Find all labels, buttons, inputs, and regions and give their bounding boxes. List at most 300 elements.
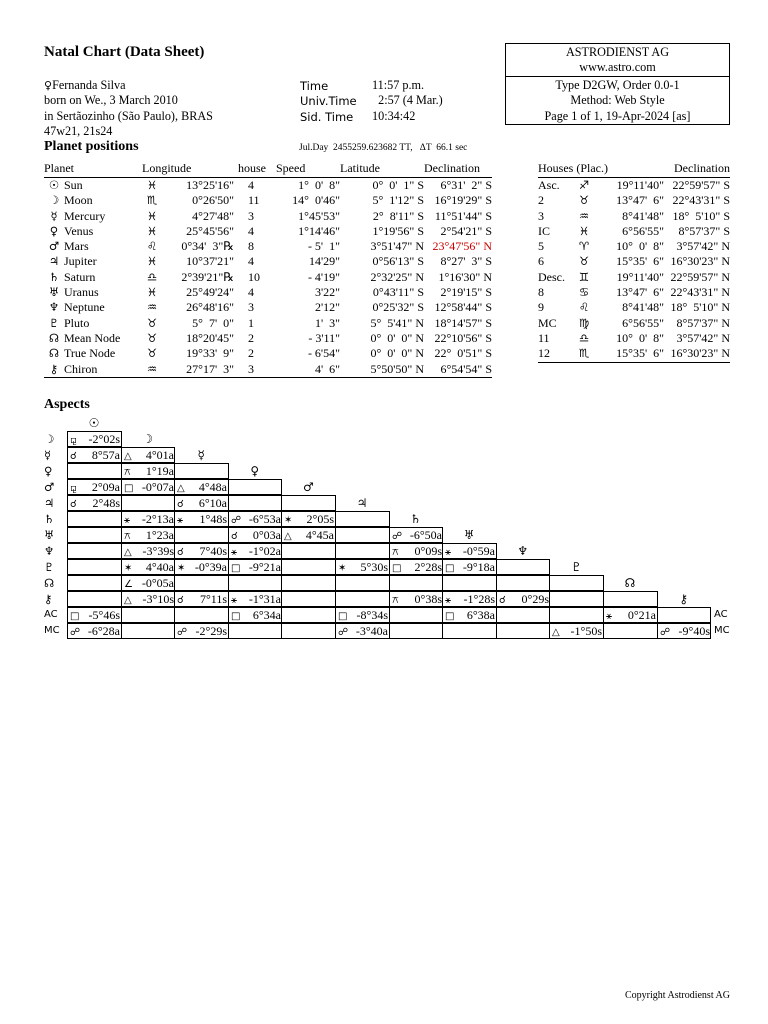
aspect-cell — [174, 623, 229, 639]
aspect-orb: 4°01a — [145, 448, 174, 462]
aspect-orb: -3°39s — [142, 544, 174, 558]
house-declination: 18° 5'10" N — [670, 300, 730, 315]
house-row — [538, 316, 730, 331]
aspect-row-label: ♃ — [44, 496, 55, 510]
aspect-cell — [121, 607, 175, 623]
col-house: house — [238, 161, 276, 178]
aspect-symbol-icon: ✶ — [124, 563, 133, 574]
aspect-symbol-icon: ☍ — [70, 627, 81, 638]
planet-latitude: 0° 0' 1" S — [372, 178, 424, 192]
planet-speed: 3'22" — [314, 285, 340, 300]
house-declination: 18° 5'10" S — [672, 208, 730, 223]
aspect-orb: -8°34s — [356, 608, 388, 622]
aspect-cell — [67, 591, 122, 607]
aspect-symbol-icon: ∠ — [124, 579, 133, 590]
planet-name: Saturn — [64, 269, 96, 284]
planet-longitude: 13°25'16" — [186, 178, 234, 192]
aspect-cell — [389, 623, 443, 639]
planet-house: 4 — [248, 223, 254, 238]
aspect-orb: -0°39a — [194, 560, 227, 574]
planet-name: Moon — [64, 193, 93, 208]
aspect-cell — [496, 607, 550, 623]
planet-speed: - 4'19" — [307, 269, 340, 284]
aspect-symbol-icon: □ — [338, 611, 348, 622]
planet-latitude: 0° 0' 0" N — [370, 330, 424, 345]
aspect-cell — [121, 511, 175, 527]
aspect-symbol-icon: ⚹ — [445, 547, 451, 558]
aspect-symbol-icon: ⚹ — [231, 547, 237, 558]
aspect-symbol-icon: ⚻ — [392, 547, 399, 558]
aspect-cell — [335, 511, 390, 527]
aspect-orb: 5°30s — [360, 560, 388, 574]
sid-time-value: 10:34:42 — [372, 108, 416, 123]
planet-name: Pluto — [64, 315, 90, 330]
aspect-symbol-icon: □ — [231, 611, 241, 622]
sign-icon: ♏ — [146, 193, 158, 208]
aspect-symbol-icon: ☌ — [177, 499, 184, 510]
aspect-cell — [496, 559, 550, 575]
aspect-symbol-icon: ☌ — [177, 595, 184, 606]
planet-icon: ♅ — [48, 285, 60, 300]
planet-house: 3 — [238, 362, 276, 378]
aspect-orb: 4°40a — [145, 560, 174, 574]
aspect-cell — [281, 543, 336, 559]
aspect-row-label: ♄ — [44, 512, 55, 526]
aspect-cell — [335, 591, 390, 607]
aspect-col-header: ☿ — [197, 448, 205, 462]
aspect-cell — [121, 623, 175, 639]
aspect-cell — [121, 591, 175, 607]
planet-latitude: 5° 1'12" S — [372, 193, 424, 208]
aspect-symbol-icon: ☌ — [231, 531, 238, 542]
aspect-orb: -9°18a — [462, 560, 495, 574]
aspect-cell — [335, 527, 390, 543]
aspect-symbol-icon: △ — [284, 531, 292, 542]
aspect-cell — [174, 543, 229, 559]
planet-row — [44, 316, 492, 331]
planet-latitude: 3°51'47" N — [370, 239, 424, 254]
col-declination: Declination — [424, 161, 492, 178]
aspect-orb: 0°29s — [521, 592, 549, 606]
house-name: Desc. — [538, 269, 565, 284]
aspect-row-label: ♂ — [44, 480, 55, 494]
planet-longitude: 25°45'56" — [186, 223, 234, 238]
aspect-orb: -9°21a — [248, 560, 281, 574]
aspect-orb: 1°23a — [145, 528, 174, 542]
chart-method: Method: Web Style — [570, 93, 665, 108]
aspect-cell — [174, 479, 229, 495]
planet-icon: ♄ — [48, 269, 60, 284]
house-name: 5 — [538, 239, 544, 254]
aspect-symbol-icon: ⚹ — [124, 515, 130, 526]
house-declination: 3°57'42" N — [676, 330, 730, 345]
aspect-cell — [389, 527, 443, 543]
sign-icon: ♈ — [578, 239, 590, 254]
aspect-cell — [174, 495, 229, 511]
aspect-cell — [174, 463, 229, 479]
planet-speed: 2'12" — [314, 300, 340, 315]
sign-icon: ♎ — [146, 269, 158, 284]
aspect-symbol-icon: ☍ — [177, 627, 188, 638]
col-latitude: Latitude — [340, 161, 424, 178]
aspect-cell — [67, 623, 122, 639]
aspect-row-label: ☊ — [44, 576, 55, 590]
planet-speed: 4' 6" — [276, 362, 340, 378]
aspect-symbol-icon: ✶ — [284, 515, 293, 526]
julian-day: Jul.Day 2455259.623682 TT, ΔT 66.1 sec — [299, 143, 468, 153]
sign-icon: ♋ — [578, 285, 590, 300]
aspect-symbol-icon: △ — [124, 451, 132, 462]
aspect-orb: -1°02a — [248, 544, 281, 558]
aspect-cell — [335, 607, 390, 623]
aspect-cell — [121, 543, 175, 559]
sign-icon: ♓ — [578, 223, 590, 238]
aspect-orb: -1°50s — [570, 624, 602, 638]
planet-latitude: 2° 8'11" S — [372, 208, 424, 223]
birth-place: in Sertãozinho (São Paulo), BRAS — [44, 108, 213, 123]
planet-row — [44, 270, 492, 285]
aspect-cell — [67, 479, 122, 495]
aspect-symbol-icon: □ — [231, 563, 241, 574]
house-declination: 22°59'57" N — [670, 269, 730, 284]
aspect-cell — [335, 623, 390, 639]
sign-icon: ♓ — [146, 223, 158, 238]
houses-table — [538, 161, 730, 363]
aspect-cell — [281, 575, 336, 591]
house-longitude: 8°41'48" — [622, 208, 664, 223]
aspect-symbol-icon: □ — [445, 611, 455, 622]
sign-icon: ♉ — [146, 330, 158, 345]
aspect-symbol-icon: △ — [177, 483, 185, 494]
house-declination: 8°57'37" N — [676, 315, 730, 330]
aspect-cell — [228, 575, 282, 591]
company-url[interactable]: www.astro.com — [579, 60, 656, 74]
aspect-orb: 2°28s — [414, 560, 442, 574]
person-info — [44, 78, 213, 140]
house-row — [538, 285, 730, 300]
aspect-cell — [442, 543, 497, 559]
aspect-cell — [121, 447, 175, 463]
page-info: Page 1 of 1, 19-Apr-2024 [as] — [544, 108, 691, 123]
aspect-cell — [335, 559, 390, 575]
planet-row — [44, 239, 492, 254]
copyright: Copyright Astrodienst AG — [624, 990, 730, 1001]
aspect-cell — [281, 559, 336, 575]
house-longitude: 19°11'40" — [616, 269, 664, 284]
col-houses: Houses (Plac.) — [538, 161, 666, 178]
sign-icon: ♐ — [578, 178, 590, 192]
planet-declination: 12°58'44" S — [434, 300, 492, 315]
planet-longitude: 18°20'45" — [186, 330, 234, 345]
house-longitude: 19°11'40" — [616, 178, 664, 192]
house-row — [538, 331, 730, 346]
aspect-cell — [174, 511, 229, 527]
aspect-symbol-icon: ⚻ — [124, 531, 131, 542]
aspect-orb: -3°10s — [142, 592, 174, 606]
house-row — [538, 209, 730, 224]
time-value: 11:57 p.m. — [372, 78, 425, 92]
planet-latitude: 0° 0' 0" N — [370, 346, 424, 361]
planet-name: Chiron — [64, 361, 98, 376]
planet-longitude: 2°39'21"℞ — [181, 269, 234, 284]
planet-icon: ⚷ — [49, 361, 59, 376]
aspect-orb: 6°10a — [198, 496, 227, 510]
aspect-row-label: AC — [44, 609, 58, 620]
aspect-cell — [442, 607, 497, 623]
planet-house: 2 — [248, 330, 254, 345]
aspect-col-header: ♇ — [571, 560, 582, 574]
aspect-cell — [335, 575, 390, 591]
aspect-cell — [121, 495, 175, 511]
birth-coords: 47w21, 21s24 — [44, 124, 113, 139]
planet-longitude: 27°17' 3" — [186, 361, 234, 376]
planet-name: Mean Node — [64, 330, 121, 345]
planet-declination: 6°31' 2" S — [440, 178, 492, 192]
planet-longitude: 10°37'21" — [186, 254, 234, 269]
house-row — [538, 270, 730, 285]
planet-declination: 6°54'54" S — [424, 362, 492, 378]
aspect-orb: -3°40a — [355, 624, 388, 638]
sign-icon: ♓ — [146, 254, 158, 269]
house-name: 6 — [538, 254, 544, 269]
aspect-cell — [281, 495, 336, 511]
aspect-symbol-icon: ☌ — [70, 499, 77, 510]
aspect-cell — [121, 527, 175, 543]
sign-icon: ♍ — [578, 315, 590, 330]
aspect-cell — [389, 575, 443, 591]
aspect-symbol-icon: △ — [124, 547, 132, 558]
aspect-cell — [549, 591, 604, 607]
astrodienst-box — [505, 43, 730, 125]
univ-time-label: Univ.Time — [300, 94, 357, 109]
aspect-cell — [281, 623, 336, 639]
planet-name: Mercury — [64, 208, 106, 223]
aspect-row-label: ♀ — [44, 464, 53, 478]
female-symbol: ♀ — [44, 79, 53, 92]
aspect-row-label: ☿ — [44, 448, 52, 462]
aspect-orb: 0°09s — [414, 544, 442, 558]
planet-name: Neptune — [64, 300, 105, 315]
aspect-row-label: ☽ — [44, 432, 55, 446]
aspect-cell — [228, 607, 282, 623]
planet-name: Sun — [64, 178, 83, 192]
planet-longitude: 0°34' 3"℞ — [181, 239, 234, 254]
house-declination: 22°43'31" N — [670, 285, 730, 300]
planet-row — [44, 178, 492, 194]
planet-name: Jupiter — [64, 254, 97, 269]
planet-declination: 16°19'29" S — [434, 193, 492, 208]
aspect-orb: -2°13a — [141, 512, 174, 526]
aspect-symbol-icon: ✶ — [338, 563, 347, 574]
planet-icon: ♃ — [48, 254, 60, 269]
aspect-orb: 0°03a — [252, 528, 281, 542]
aspect-cell — [67, 447, 122, 463]
time-label: Time — [300, 79, 329, 93]
time-info — [300, 78, 500, 124]
planet-row — [44, 300, 492, 315]
planet-name: Mars — [64, 239, 89, 254]
univ-time-value: 2:57 (4 Mar.) — [372, 93, 443, 108]
aspect-cell — [496, 575, 550, 591]
sign-icon: ♏ — [578, 346, 590, 361]
aspect-cell — [67, 559, 122, 575]
aspect-orb: 8°57a — [91, 448, 120, 462]
aspect-row-label: ♅ — [44, 528, 55, 542]
planet-positions-table — [44, 161, 492, 378]
aspect-cell — [281, 591, 336, 607]
sign-icon: ♊ — [578, 269, 590, 284]
house-declination: 22°59'57" S — [672, 178, 730, 192]
planet-longitude: 25°49'24" — [186, 285, 234, 300]
planet-latitude: 1°19'56" S — [372, 223, 424, 238]
house-declination: 22°43'31" S — [672, 193, 730, 208]
aspect-cell — [281, 527, 336, 543]
planet-declination: 22° 0'51" S — [434, 346, 492, 361]
aspect-col-header: ♂ — [303, 480, 314, 494]
planet-positions-title: Planet positions — [44, 139, 139, 154]
house-longitude: 10° 0' 8" — [616, 330, 664, 345]
planet-house: 3 — [248, 208, 254, 223]
aspect-symbol-icon: ☍ — [660, 627, 671, 638]
aspect-col-header: ☉ — [88, 416, 100, 430]
planet-speed: - 3'11" — [308, 330, 340, 345]
aspect-orb: -1°28s — [463, 592, 495, 606]
aspect-orb: 1°48s — [199, 512, 227, 526]
planet-house: 11 — [248, 193, 260, 208]
aspect-symbol-icon: △ — [552, 627, 560, 638]
birth-date: born on We., 3 March 2010 — [44, 93, 178, 108]
planet-declination: 2°19'15" S — [440, 285, 492, 300]
planet-icon: ☿ — [50, 208, 58, 223]
aspect-symbol-icon: □ — [70, 611, 80, 622]
aspect-symbol-icon: ☌ — [70, 451, 77, 462]
aspect-cell — [121, 575, 175, 591]
house-row — [538, 346, 730, 362]
aspect-symbol-icon: ⚹ — [231, 595, 237, 606]
aspect-col-header: ♆ — [517, 544, 529, 558]
aspect-cell — [174, 591, 229, 607]
planet-latitude: 0°56'13" S — [372, 254, 424, 269]
sign-icon: ♉ — [146, 315, 158, 330]
aspect-symbol-icon: △ — [124, 595, 132, 606]
aspect-cell — [67, 543, 122, 559]
planet-house: 3 — [248, 300, 254, 315]
planet-declination: 1°16'30" N — [438, 269, 492, 284]
aspect-symbol-icon: □ — [392, 563, 402, 574]
sign-icon: ♒ — [146, 361, 158, 376]
planet-speed: 1°45'53" — [298, 208, 340, 223]
house-name: Asc. — [538, 178, 560, 192]
aspect-orb: 1°19a — [145, 464, 174, 478]
house-declination: 16°30'23" N — [670, 254, 730, 269]
aspect-symbol-icon: ⚼ — [70, 435, 77, 446]
sign-icon: ♉ — [578, 193, 590, 208]
aspect-symbol-icon: ☍ — [231, 515, 242, 526]
aspect-symbol-icon: □ — [445, 563, 455, 574]
sid-time-label: Sid. Time — [300, 109, 354, 124]
aspect-cell — [67, 431, 122, 447]
aspect-cell — [549, 623, 604, 639]
aspect-row-label: ♇ — [44, 560, 55, 574]
sign-icon: ♉ — [578, 254, 590, 269]
aspect-cell — [228, 559, 282, 575]
aspect-cell — [442, 559, 497, 575]
house-longitude: 13°47' 6" — [616, 193, 664, 208]
aspect-cell — [67, 511, 122, 527]
aspect-cell — [228, 623, 282, 639]
planet-house: 1 — [248, 315, 254, 330]
planet-speed: 1°14'46" — [298, 223, 340, 238]
planet-declination: 18°14'57" S — [434, 315, 492, 330]
aspect-symbol-icon: ☍ — [392, 531, 403, 542]
aspect-symbol-icon: ☌ — [499, 595, 506, 606]
aspect-cell — [228, 543, 282, 559]
aspect-cell — [442, 623, 497, 639]
house-longitude: 6°56'55" — [622, 315, 664, 330]
planet-latitude: 0°25'32" S — [372, 300, 424, 315]
planet-icon: ♀ — [49, 223, 59, 238]
planet-icon: ☉ — [48, 178, 60, 192]
house-longitude: 10° 0' 8" — [616, 239, 664, 254]
sign-icon: ♉ — [146, 346, 158, 361]
house-longitude: 13°47' 6" — [616, 285, 664, 300]
aspect-orb: -1°31a — [248, 592, 281, 606]
aspect-orb: -0°05a — [141, 576, 174, 590]
planet-longitude: 26°48'16" — [186, 300, 234, 315]
aspect-orb: 7°40s — [199, 544, 227, 558]
aspect-col-header: ♃ — [356, 496, 368, 510]
aspect-cell — [496, 591, 550, 607]
aspect-col-header: ☊ — [624, 576, 636, 590]
aspect-cell — [389, 559, 443, 575]
planet-house: 2 — [248, 346, 254, 361]
aspect-cell — [603, 607, 658, 623]
company-name: ASTRODIENST AG — [565, 45, 670, 59]
aspects-title: Aspects — [44, 397, 90, 412]
aspect-row-label-right: AC — [714, 609, 728, 620]
aspect-cell — [174, 559, 229, 575]
house-declination: 3°57'42" N — [676, 239, 730, 254]
planet-icon: ♇ — [48, 315, 60, 330]
planet-speed: - 6'54" — [307, 346, 340, 361]
aspect-orb: -2°02s — [88, 432, 120, 446]
col-house-declination: Declination — [666, 161, 730, 178]
house-longitude: 15°35' 6" — [616, 346, 664, 361]
col-planet: Planet — [44, 161, 142, 178]
planet-declination: 22°10'56" S — [434, 330, 492, 345]
planet-house: 4 — [248, 285, 254, 300]
aspect-orb: 2°05s — [306, 512, 334, 526]
house-declination: 8°57'37" S — [678, 223, 730, 238]
aspect-cell — [549, 575, 604, 591]
aspect-row-label-right: MC — [714, 625, 730, 636]
aspect-orb: -0°07a — [141, 480, 174, 494]
aspect-symbol-icon: ⚹ — [177, 515, 183, 526]
aspect-cell — [603, 591, 658, 607]
planet-row — [44, 331, 492, 346]
planet-icon: ♆ — [48, 300, 60, 315]
planet-speed: 14'29" — [308, 254, 340, 269]
planet-row — [44, 209, 492, 224]
aspect-orb: -6°53a — [248, 512, 281, 526]
aspect-row-label: ♆ — [44, 544, 55, 558]
planet-house: 4 — [248, 254, 254, 269]
planet-house: 4 — [248, 178, 254, 192]
planet-icon: ☊ — [48, 330, 60, 345]
house-name: 8 — [538, 285, 544, 300]
aspect-symbol-icon: ⚹ — [606, 611, 612, 622]
col-longitude: Longitude — [142, 161, 238, 178]
